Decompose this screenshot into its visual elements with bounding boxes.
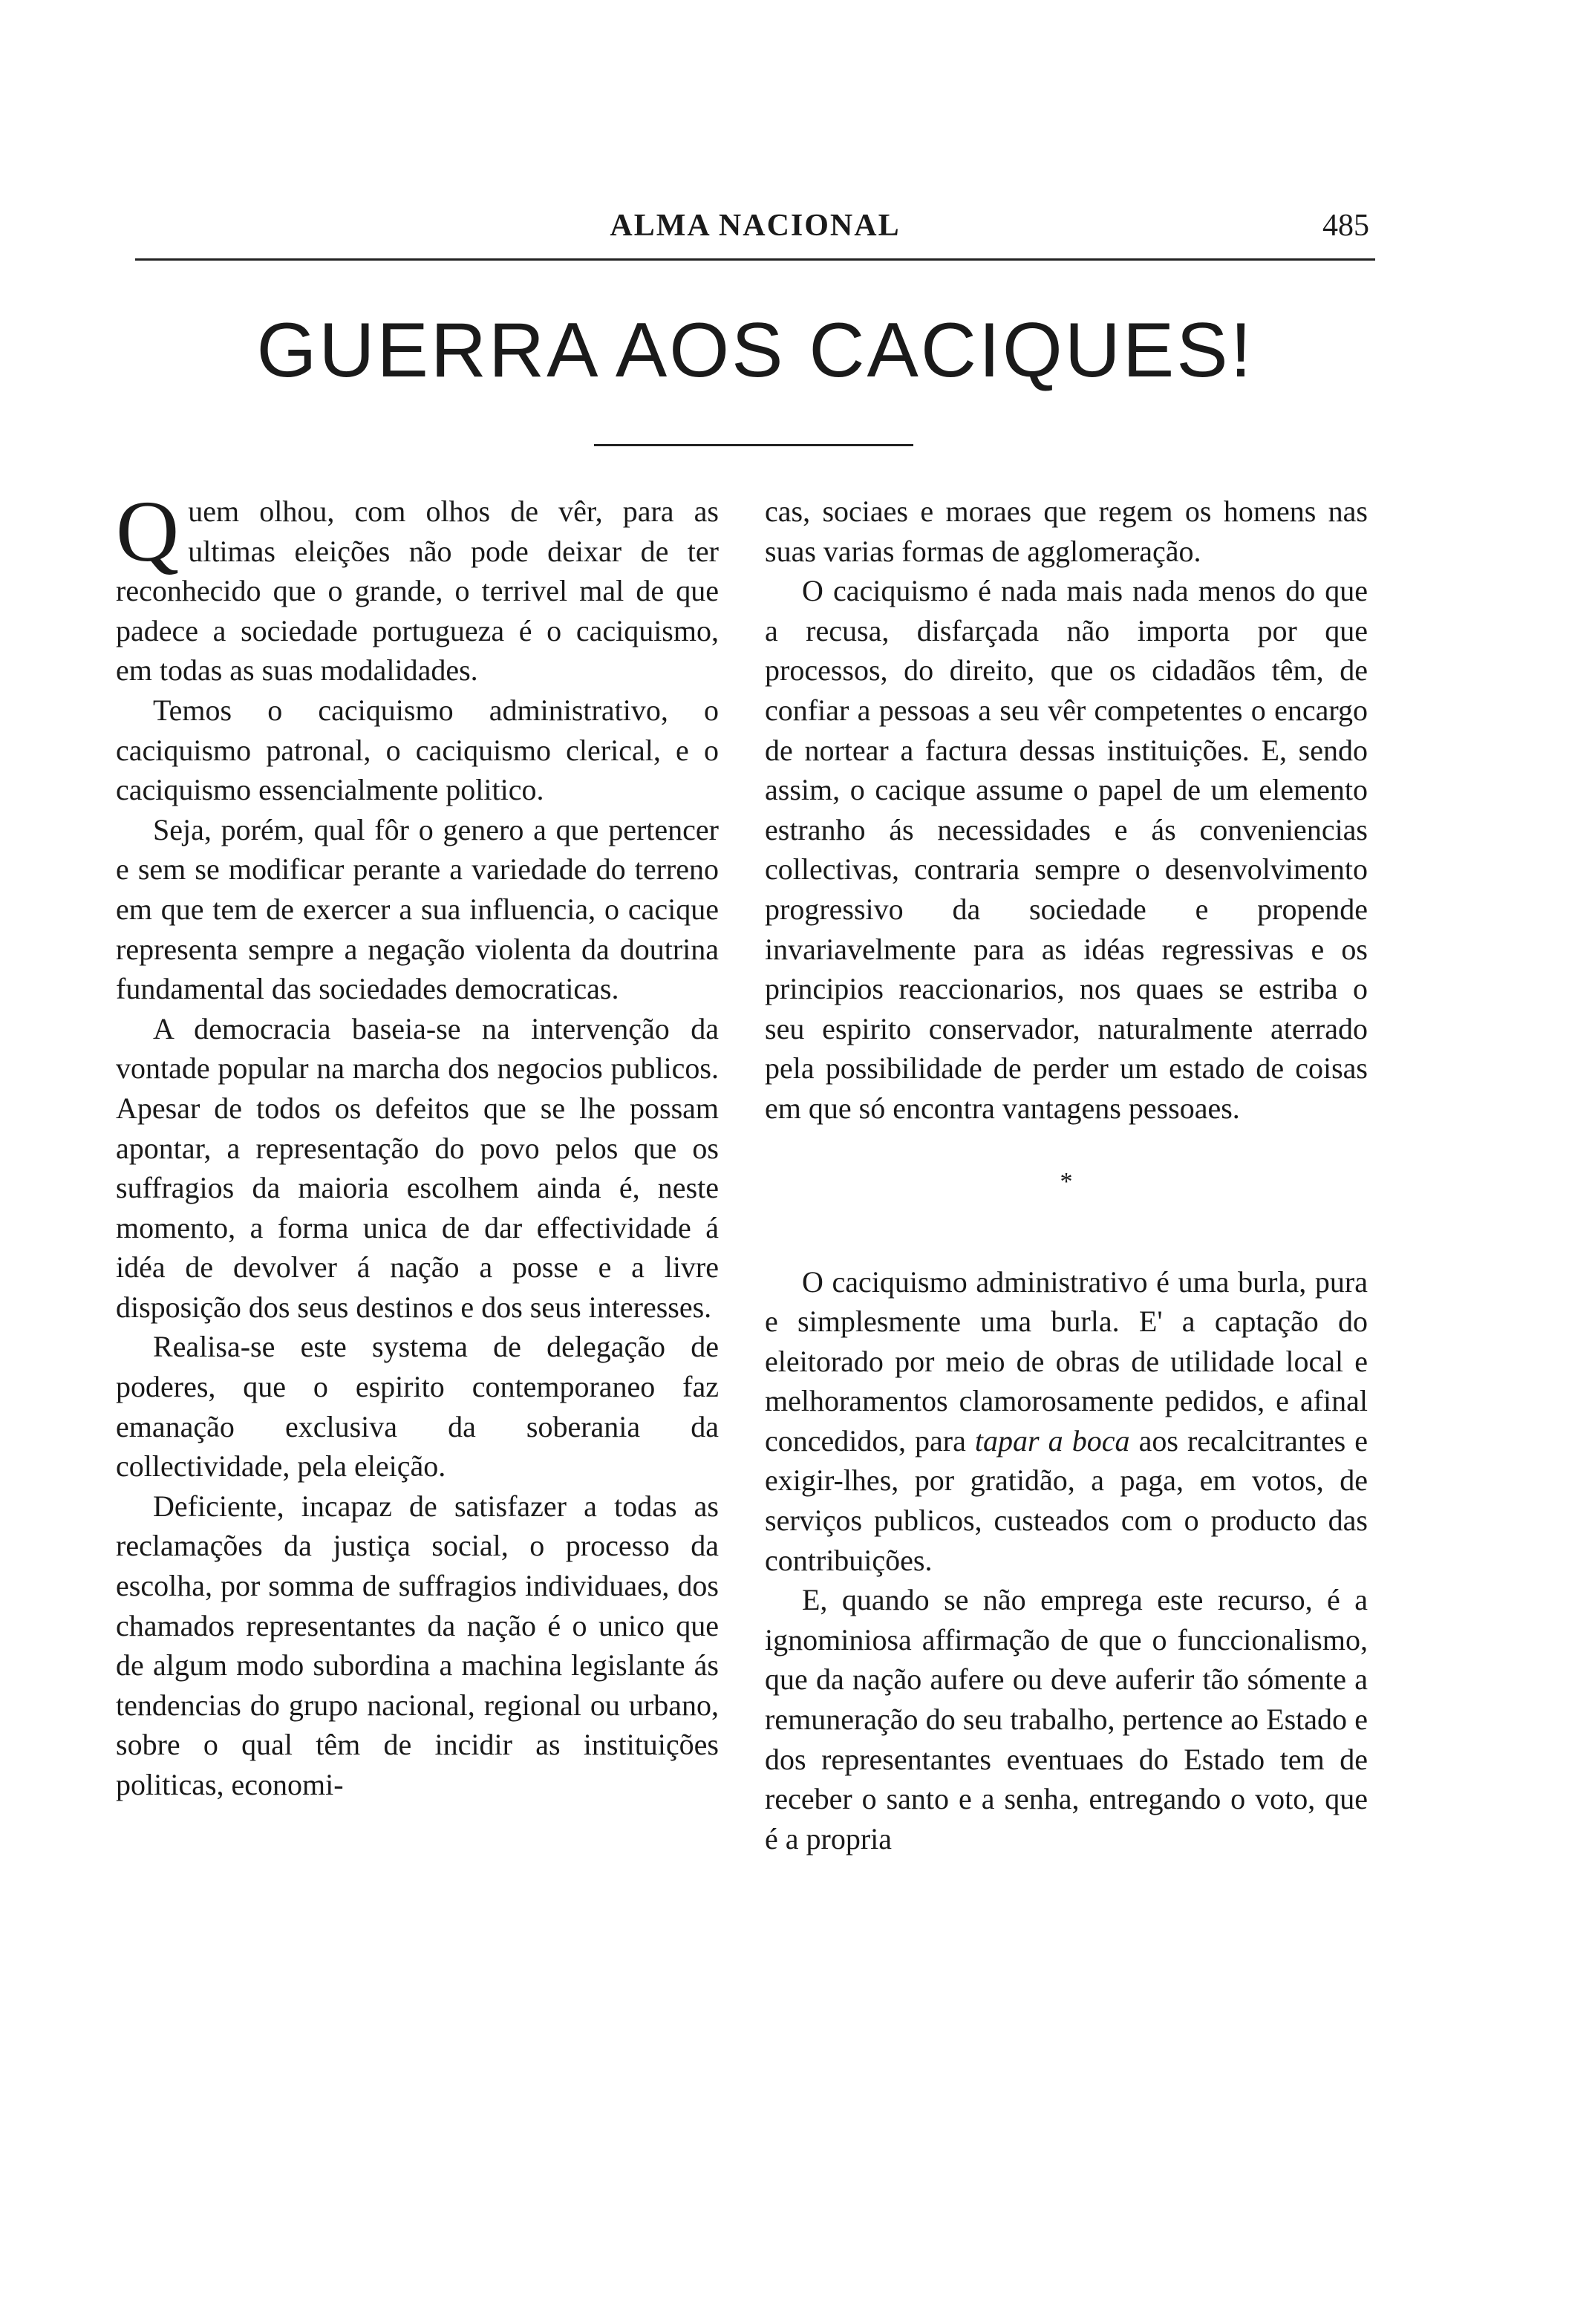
paragraph: Seja, porém, qual fôr o genero a que pertencer e sem se modificar perante a variedade do terreno em que tem de exercer a sua influencia, o cacique representa sempre a negação violenta da doutrina fundamental das sociedades democraticas.	[116, 812, 719, 1006]
paragraph: A democracia baseia-se na intervenção da vontade popular na marcha dos negocios publicos. Apesar de todos os defeitos que se lhe possam apontar, a representação do povo pelos que os suffragios da maioria escolhem ainda é, neste momento, a forma unica de dar effectividade á idéa de devolver á nação a posse e a livre disposição dos seus destinos e dos seus interesses.	[116, 1011, 719, 1324]
paragraph: cas, sociaes e moraes que regem os homens nas suas varias formas de agglomeração.	[765, 494, 1368, 568]
paragraph: Temos o caciquismo administrativo, o caciquismo patronal, o caciquismo clerical, e o caciquismo essencialmente politico.	[116, 693, 719, 807]
article-title: GUERRA AOS CACIQUES!	[256, 307, 1254, 394]
left-column	[116, 483, 719, 1805]
paragraph-text: uem olhou, com olhos de vêr, para as ultimas eleições não pode deixar de ter reconhecido que o grande, o terrivel mal de que padece a sociedade portugueza é o caciquismo, em todas as suas modalidades.	[116, 494, 719, 688]
section-separator: *	[1060, 1167, 1073, 1195]
paragraph	[116, 483, 719, 691]
paragraph	[765, 1262, 1368, 1581]
right-column	[765, 492, 1368, 1858]
title-rule	[594, 444, 913, 446]
running-head	[135, 208, 1375, 252]
paragraph-text: aos recalcitrantes e exigir-lhes, por gratidão, a paga, em votos, de serviços publicos, custeados com o producto das contribuições.	[765, 1423, 1368, 1577]
paragraph: Realisa-se este systema de delegação de poderes, que o espirito contemporaneo faz emanação exclusiva da soberania da collectividade, pela eleição.	[116, 1330, 719, 1483]
drop-cap: Q	[116, 483, 180, 580]
header-rule	[135, 258, 1375, 261]
paragraph-text: O caciquismo administrativo é uma burla, pura e simplesmente uma burla. E' a captação do eleitorado por meio de obras de utilidade local e melhoramentos clamorosamente pedidos, e afinal concedidos, para	[765, 1264, 1368, 1458]
paragraph: E, quando se não emprega este recurso, é a ignominiosa affirmação de que o funccionalismo, que da nação aufere ou deve auferir tão sómente a remuneração do seu trabalho, pertence ao Estado e dos representantes eventuaes do Estado tem de receber o santo e a senha, entregando o voto, que é a propria	[765, 1583, 1368, 1855]
paragraph: Deficiente, incapaz de satisfazer a todas as reclamações da justiça social, o processo da escolha, por somma de suffragios individuaes, dos chamados representantes da nação é o unico que de algum modo subordina a machina legislante ás tendencias do grupo nacional, regional ou urbano, sobre o qual têm de incidir as instituições politicas, economi-	[116, 1489, 719, 1801]
running-title: ALMA NACIONAL	[610, 209, 901, 243]
paragraph: O caciquismo é nada mais nada menos do que a recusa, disfarçada não importa por que processos, do direito, que os cidadãos têm, de confiar a pessoas a seu vêr competentes o encargo de nortear a factura dessas instituições. E, sendo assim, o cacique assume o papel de um elemento estranho ás necessidades e ás conveniencias collectivas, contraria sempre o desenvolvimento progressivo da sociedade e propende invariavelmente para as idéas regressivas e os principios reaccionarios, nos quaes se estriba o seu espirito conservador, naturalmente aterrado pela possibilidade de perder um estado de coisas em que só encontra vantagens pessoaes.	[765, 574, 1368, 1125]
page-number: 485	[1322, 209, 1369, 243]
italic-phrase: tapar a boca	[974, 1423, 1130, 1458]
